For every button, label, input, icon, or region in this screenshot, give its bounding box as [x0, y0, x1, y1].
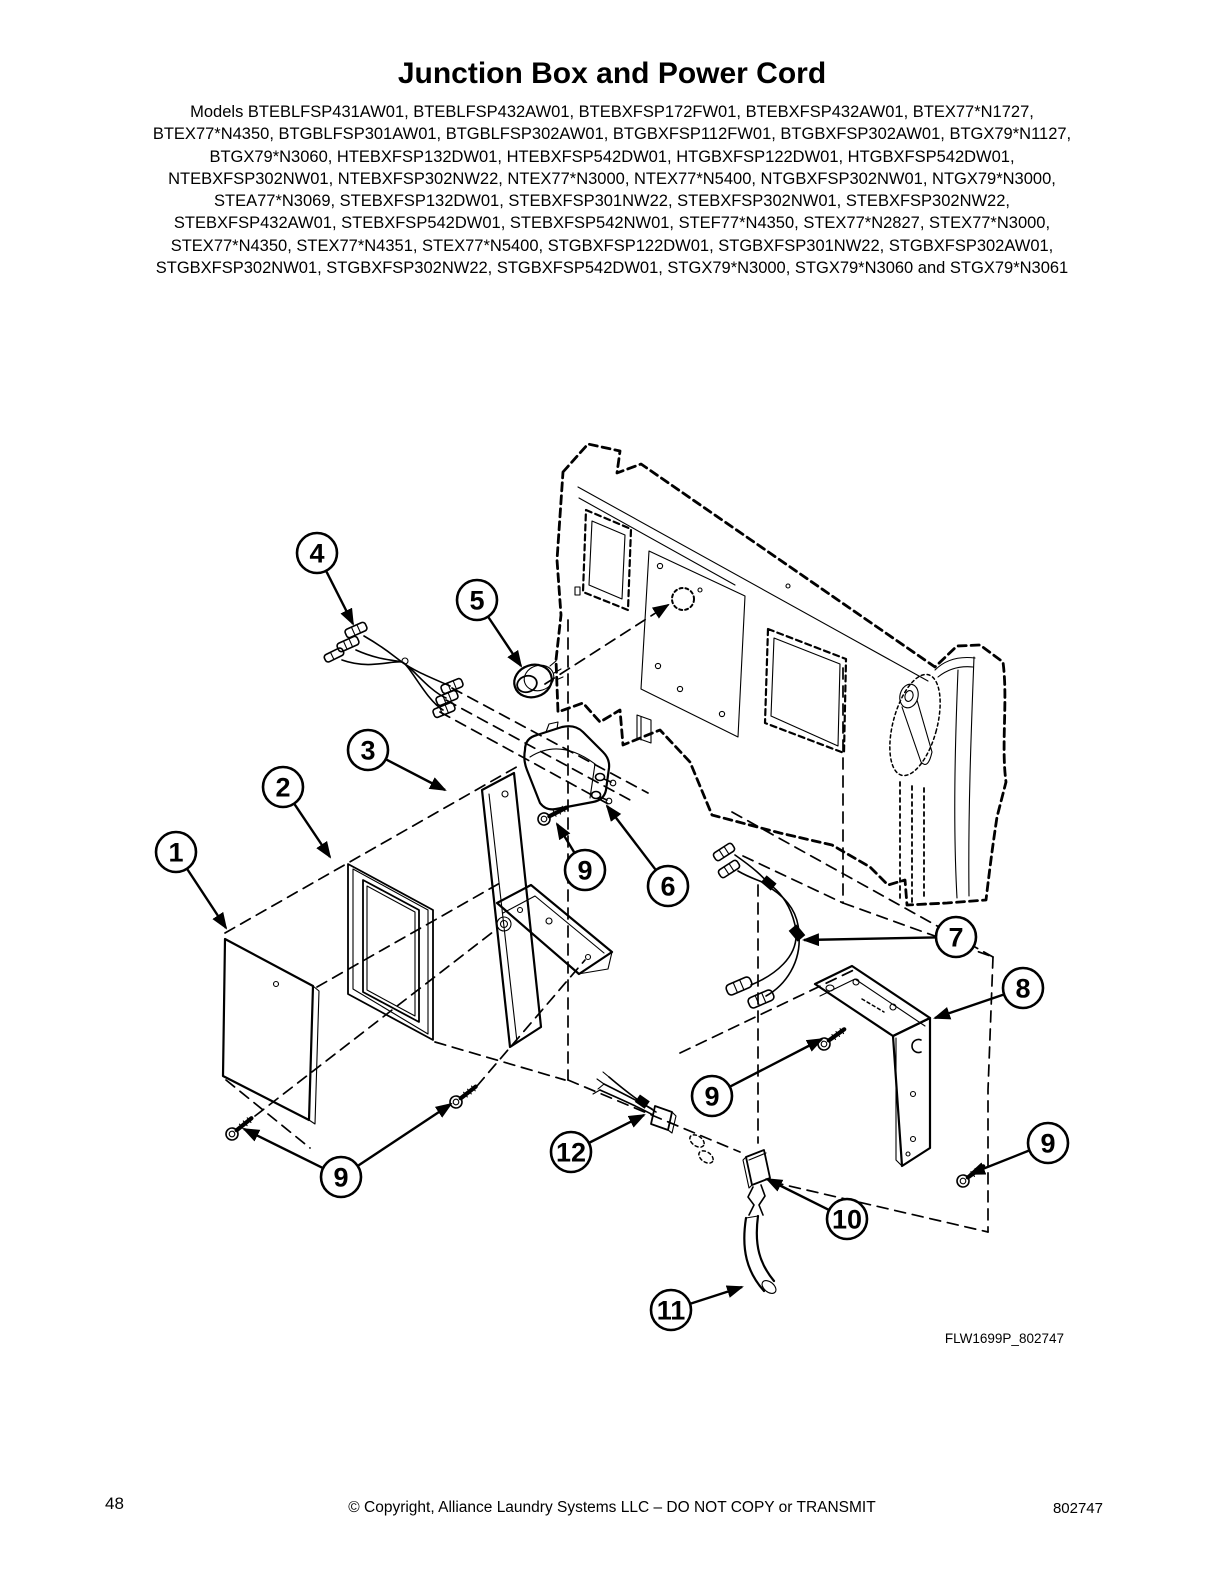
- screws: [224, 802, 987, 1189]
- callout-number: 2: [275, 772, 291, 803]
- model-list-line: STEX77*N4350, STEX77*N4351, STEX77*N5400, STGBXFSP122DW01, STGBXFSP301NW22, STGBXFSP302AW01,: [170, 236, 1054, 255]
- callout-number: 9: [1040, 1128, 1056, 1159]
- terminal-nut: [610, 780, 616, 786]
- callout-7: [804, 917, 976, 957]
- callout-leader-arrow: [188, 870, 227, 929]
- model-list-line: BTEX77*N4350, BTGBLFSP301AW01, BTGBLFSP302AW01, BTGBXFSP112FW01, BTGBXFSP302AW01, BTGX79*N1127,: [152, 125, 1072, 144]
- callout-9: [692, 1039, 822, 1116]
- copyright-line: © Copyright, Alliance Laundry Systems LLC – DO NOT COPY or TRANSMIT: [348, 1499, 876, 1516]
- callout-3: [348, 730, 445, 790]
- callout-number: 9: [333, 1162, 349, 1193]
- callout-12: [551, 1115, 644, 1172]
- callout-number: 10: [831, 1204, 863, 1235]
- callout-number: 6: [660, 871, 676, 902]
- terminal-block-plug: [743, 1150, 770, 1188]
- page-title: Junction Box and Power Cord: [397, 57, 827, 90]
- model-list-line: STEA77*N3069, STEBXFSP132DW01, STEBXFSP301NW22, STEBXFSP302NW01, STEBXFSP302NW22,: [214, 192, 1010, 211]
- screw: [816, 1024, 848, 1052]
- callout-leader-arrow: [387, 760, 445, 790]
- callout-2: [263, 767, 330, 857]
- rear-panel-phantom: [556, 444, 1006, 905]
- callout-number: 8: [1015, 973, 1031, 1004]
- callout-4: [297, 533, 353, 624]
- model-list-line: NTEBXFSP302NW01, NTEBXFSP302NW22, NTEX77*N3000, NTEX77*N5400, NTGBXFSP302NW01, NTGX79*N3000,: [168, 169, 1056, 188]
- callout-leader-arrow: [804, 937, 935, 940]
- callout-leader-arrow: [489, 618, 521, 667]
- callout-leader-arrow: [970, 1151, 1029, 1174]
- model-list-line: STEBXFSP432AW01, STEBXFSP542DW01, STEBXFSP542NW01, STEF77*N4350, STEX77*N2827, STEX77*N3000,: [173, 214, 1051, 233]
- figure-label: FLW1699P_802747: [944, 1331, 1064, 1346]
- callout-leader-arrow: [731, 1039, 822, 1086]
- callout-number: 3: [360, 735, 376, 766]
- terminal-nut: [606, 798, 612, 804]
- callout-leader-arrow: [359, 1104, 452, 1165]
- construction-lines: [225, 605, 993, 1232]
- callouts: [156, 533, 1068, 1330]
- cable-tie: [789, 924, 806, 941]
- callout-leader-arrow: [590, 1115, 644, 1143]
- power-cord-bracket: [815, 966, 930, 1166]
- callout-number: 5: [469, 585, 485, 616]
- callout-leader-arrow: [607, 806, 655, 869]
- cover-gasket: [348, 864, 433, 1040]
- doc-number: 802747: [1052, 1500, 1103, 1517]
- junction-box-cover: [223, 939, 319, 1124]
- callout-number: 11: [656, 1295, 686, 1326]
- callout-8: [935, 968, 1043, 1018]
- callout-number: 7: [948, 922, 964, 953]
- callout-11: [651, 1287, 742, 1330]
- keyhole-c: [912, 1039, 921, 1052]
- callout-9: [244, 1104, 451, 1197]
- power-cord: [744, 1185, 778, 1296]
- callout-number: 4: [309, 538, 325, 569]
- model-list-line: Models BTEBLFSP431AW01, BTEBLFSP432AW01, BTEBXFSP172FW01, BTEBXFSP432AW01, BTEX77*N1727,: [190, 103, 1034, 121]
- screw: [955, 1161, 987, 1189]
- callout-number: 9: [704, 1081, 720, 1112]
- model-list-line: STGBXFSP302NW01, STGBXFSP302NW22, STGBXFSP542DW01, STGX79*N3000, STGX79*N3060 and STGX79*N3061: [155, 259, 1069, 278]
- callout-leader-arrow: [295, 804, 330, 857]
- callout-9: [557, 824, 605, 890]
- callout-leader-arrow: [935, 995, 1003, 1018]
- callout-leader-arrow: [557, 824, 574, 852]
- callout-10: [767, 1179, 867, 1239]
- screw: [536, 802, 569, 827]
- model-list-line: BTGX79*N3060, HTEBXFSP132DW01, HTEBXFSP542DW01, HTGBXFSP122DW01, HTGBXFSP542DW01,: [209, 147, 1015, 166]
- callout-number: 1: [168, 837, 184, 868]
- wire-harness-upper: [323, 621, 464, 718]
- callout-1: [156, 832, 226, 928]
- callout-leader-arrow: [767, 1179, 828, 1210]
- screw: [448, 1082, 480, 1111]
- callout-number: 12: [555, 1137, 587, 1168]
- callout-6: [607, 806, 688, 906]
- screw: [224, 1114, 256, 1143]
- panel-hole: [672, 588, 694, 610]
- callout-leader-arrow: [327, 572, 354, 624]
- page-number: 48: [105, 1494, 124, 1513]
- callout-5: [457, 580, 521, 666]
- callout-leader-arrow: [691, 1287, 742, 1304]
- callout-number: 9: [577, 855, 593, 886]
